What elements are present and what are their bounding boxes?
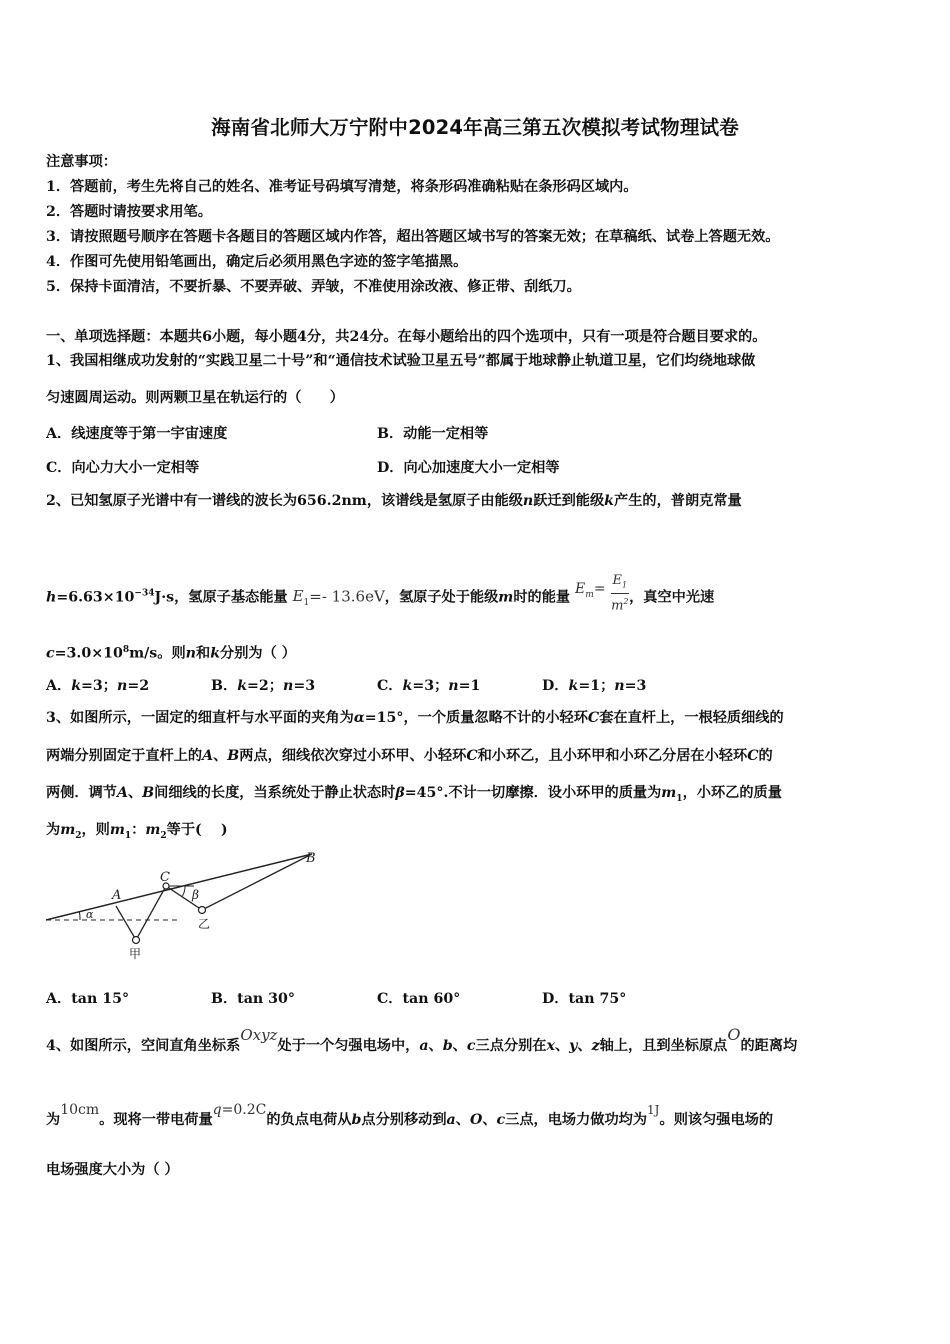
var-m: m [498, 589, 514, 606]
label-beta: β [192, 888, 199, 902]
q2-stem-line3: $c=3.0\times 10^8m/s$。则n和k分别为（ ） [46, 645, 296, 662]
label-a: A [112, 888, 122, 903]
label-c: C [160, 870, 170, 885]
q2-option-d: D．k=1；n=3 [542, 678, 647, 694]
em-formula: $E_m$ [575, 581, 594, 601]
q3-figure [44, 848, 324, 966]
notice-item-2: 2．答题时请按要求用笔。 [46, 204, 212, 220]
notice-item-4: 4．作图可先使用铅笔画出，确定后必须用黑色字迹的签字笔描黑。 [46, 254, 468, 270]
q4-stem-line1: 4、如图所示，空间直角坐标系Oxyz处于一个匀强电场中，a、b、c三点分别在x、y、z轴上，且到坐标原点O的距离均 [46, 1025, 798, 1054]
fraction: $\frac{E_1}{m^2}$ [611, 573, 629, 613]
label-b: B [306, 851, 316, 866]
notice-item-5: 5．保持卡面清洁，不要折暴、不要弄破、弄皱，不准使用涂改液、修正带、刮纸刀。 [46, 279, 581, 295]
q1-stem-line2: 匀速圆周运动。则两颗卫星在轨运行的（ ） [46, 390, 344, 406]
beta-arc [183, 886, 186, 896]
q3-stem-line4: 为$m_2$，则$m_1$：$m_2$等于( ) [46, 822, 228, 841]
q3-option-b: B．tan 30° [211, 991, 296, 1007]
q2-option-b: B．k=2；n=3 [211, 678, 316, 694]
notice-item-3: 3．请按照题号顺序在答题卡各题目的答题区域内作答，超出答题区域书写的答案无效；在草稿纸、试卷上答题无效。 [46, 229, 780, 245]
ring-jia [133, 937, 140, 944]
string-line [116, 854, 312, 940]
q4-stem-line3: 电场强度大小为（ ） [46, 1162, 179, 1178]
var-k: k [604, 493, 615, 509]
q3-option-a: A．tan 15° [46, 991, 130, 1007]
q1-option-b: B．动能一定相等 [377, 426, 489, 442]
q2-stem-line2: $h=6.63\times 10^{-34}J\cdot s$，氢原子基态能量 $E_1=-$ 13.6eV，氢原子处于能级m时的能量 $E_m=$ $\frac{E_1}{m^2}$ ，真空中光速 [46, 573, 715, 613]
alpha-arc [79, 911, 80, 920]
label-yi: 乙 [198, 917, 211, 931]
section-heading: 一、单项选择题：本题共6小题，每小题4分，共24分。在每小题给出的四个选项中，只有一项是符合题目要求的。 [46, 329, 767, 345]
q3-stem-line2: 两端分别固定于直杆上的A、B两点，细线依次穿过小环甲、小轻环C和小环乙，且小环甲和小环乙分居在小轻环C的 [46, 748, 773, 764]
q1-option-d: D．向心加速度大小一定相等 [377, 460, 560, 476]
q3-stem-line1: 3、如图所示，一固定的细直杆与水平面的夹角为α=15°，一个质量忽略不计的小轻环C套在直杆上，一根轻质细线的 [46, 710, 784, 726]
q2-option-c: C．k=3；n=1 [377, 678, 481, 694]
q3-option-c: C．tan 60° [377, 991, 461, 1007]
q3-stem-line3: 两侧．调节A、B间细线的长度，当系统处于静止状态时β=45°.不计一切摩擦．设小环甲的质量为$m_1$，小环乙的质量 [46, 785, 782, 804]
q1-option-c: C．向心力大小一定相等 [46, 460, 200, 476]
ring-yi [199, 907, 206, 914]
q2-option-a: A．k=3；n=2 [46, 678, 150, 694]
label-jia: 甲 [129, 947, 142, 961]
q4-stem-line2: 为10cm。现将一带电荷量q=0.2C的负点电荷从b点分别移动到a、O、c三点，电场力做功均为$^{1J}$。则该匀强电场的 [46, 1102, 774, 1128]
notice-heading: 注意事项： [46, 154, 117, 170]
e1-formula: $E_1$ [292, 587, 310, 609]
label-alpha: α [86, 908, 94, 921]
q3-option-d: D．tan 75° [542, 991, 627, 1007]
q1-option-a: A．线速度等于第一宇宙速度 [46, 426, 228, 442]
notice-item-1: 1．答题前，考生先将自己的姓名、准考证号码填写清楚，将条形码准确粘贴在条形码区域内。 [46, 179, 638, 195]
page-title: 海南省北师大万宁附中2024年高三第五次模拟考试物理试卷 [211, 116, 739, 139]
q2-stem-line1: 2、已知氢原子光谱中有一谱线的波长为656.2nm，该谱线是氢原子由能级n跃迁到能级k产生的，普朗克常量 [46, 493, 742, 509]
var-n: n [522, 493, 534, 509]
q1-stem-line1: 1、我国相继成功发射的“实践卫星二十号”和“通信技术试验卫星五号”都属于地球静止轨道卫星，它们均绕地球做 [46, 353, 756, 369]
